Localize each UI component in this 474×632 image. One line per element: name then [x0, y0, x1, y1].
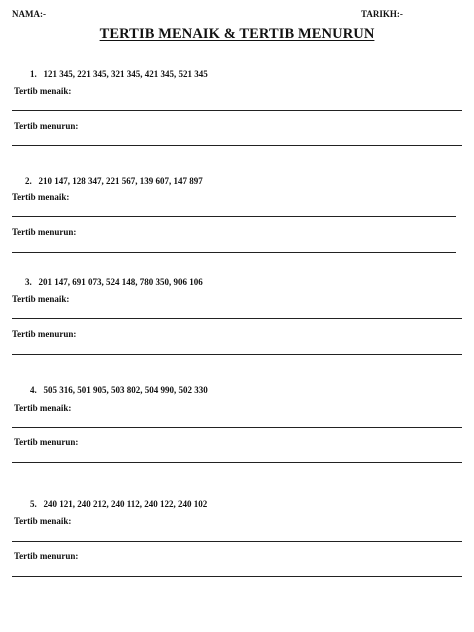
descending-answer-line[interactable]	[12, 462, 462, 463]
ascending-label: Tertib menaik:	[12, 192, 70, 202]
ascending-answer-line[interactable]	[12, 427, 462, 428]
question-number: 2.	[25, 176, 32, 186]
ascending-label: Tertib menaik:	[14, 516, 72, 526]
ascending-label: Tertib menaik:	[12, 294, 70, 304]
ascending-label: Tertib menaik:	[14, 403, 72, 413]
descending-label: Tertib menurun:	[14, 551, 79, 561]
ascending-answer-line[interactable]	[12, 318, 462, 319]
descending-label: Tertib menurun:	[12, 227, 77, 237]
question-number: 4.	[30, 385, 37, 395]
ascending-label: Tertib menaik:	[14, 86, 72, 96]
question-5	[30, 499, 207, 509]
descending-label: Tertib menurun:	[14, 437, 79, 447]
date-label: TARIKH:-	[361, 9, 403, 19]
question-numbers: 121 345, 221 345, 321 345, 421 345, 521 345	[43, 69, 208, 79]
question-number: 5.	[30, 499, 37, 509]
descending-answer-line[interactable]	[12, 252, 456, 253]
question-3	[25, 277, 203, 287]
question-2	[25, 176, 203, 186]
descending-answer-line[interactable]	[12, 354, 462, 355]
question-number: 3.	[25, 277, 32, 287]
question-numbers: 201 147, 691 073, 524 148, 780 350, 906 106	[38, 277, 203, 287]
question-1	[30, 69, 208, 79]
descending-answer-line[interactable]	[12, 576, 462, 577]
question-numbers: 240 121, 240 212, 240 112, 240 122, 240 102	[43, 499, 208, 509]
question-numbers: 505 316, 501 905, 503 802, 504 990, 502 330	[43, 385, 208, 395]
worksheet-title: TERTIB MENAIK & TERTIB MENURUN	[99, 26, 375, 42]
question-numbers: 210 147, 128 347, 221 567, 139 607, 147 897	[38, 176, 203, 186]
ascending-answer-line[interactable]	[12, 110, 462, 111]
ascending-answer-line[interactable]	[12, 541, 462, 542]
name-label: NAMA:-	[12, 9, 46, 19]
descending-answer-line[interactable]	[12, 145, 462, 146]
ascending-answer-line[interactable]	[12, 216, 456, 217]
descending-label: Tertib menurun:	[12, 329, 77, 339]
descending-label: Tertib menurun:	[14, 121, 79, 131]
question-number: 1.	[30, 69, 37, 79]
question-4	[30, 385, 208, 395]
